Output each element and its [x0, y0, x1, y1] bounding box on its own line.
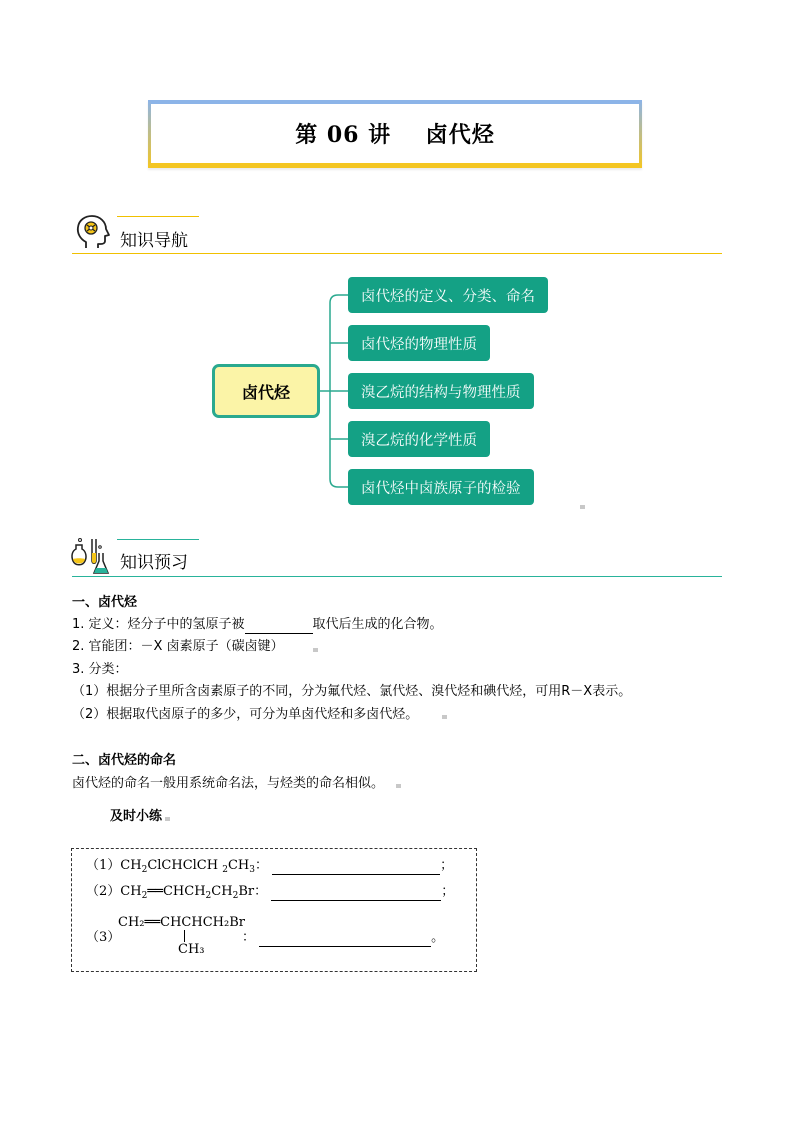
q3-colon: ：	[242, 930, 256, 945]
anchor-mark	[313, 648, 318, 652]
definition-blank[interactable]	[245, 619, 313, 634]
definition-prefix: 1. 定义：烃分子中的氢原子被	[72, 617, 245, 632]
q2-end: ；	[441, 884, 455, 899]
anchor-mark	[442, 715, 447, 719]
anchor-mark	[396, 784, 401, 788]
lab-flask-icon	[70, 535, 110, 577]
naming-text: 卤代烃的命名一般用系统命名法，与烃类的命名相似。	[72, 776, 385, 791]
definition-suffix: 取代后生成的化合物。	[312, 617, 443, 632]
preview-section-label: 知识预习	[120, 553, 188, 573]
definition-line	[72, 616, 443, 634]
q1-number: （1）	[86, 858, 121, 873]
mindmap-connectors	[320, 280, 350, 510]
practice-label: 及时小练	[110, 809, 163, 824]
mindmap-branch-1: 卤代烃的定义、分类、命名	[348, 277, 548, 313]
mindmap-root: 卤代烃	[212, 364, 320, 418]
mindmap-branch-4: 溴乙烷的化学性质	[348, 421, 490, 457]
functional-group-line: 2. 官能团：－X 卤素原子（碳卤键）	[72, 639, 284, 654]
q2-answer-blank[interactable]	[271, 886, 441, 901]
anchor-mark	[165, 817, 170, 821]
q3-main-chain: CH₂══CHCHCH₂Br	[118, 915, 245, 930]
q1-answer-blank[interactable]	[272, 860, 440, 875]
q3-end: 。	[431, 930, 445, 945]
anchor-mark	[580, 505, 585, 509]
preview-section-underline	[72, 576, 722, 577]
practice-q2	[86, 883, 454, 901]
q3-number: （3）	[86, 930, 121, 945]
q3-answer-blank[interactable]	[259, 932, 431, 947]
nav-section-label: 知识导航	[120, 231, 188, 251]
mindmap-branch-2: 卤代烃的物理性质	[348, 325, 490, 361]
mindmap-branch-5: 卤代烃中卤族原子的检验	[348, 469, 534, 505]
q1-colon: ：	[255, 858, 269, 873]
mindmap-branch-3: 溴乙烷的结构与物理性质	[348, 373, 534, 409]
part2-heading: 二、卤代烃的命名	[72, 753, 177, 768]
q2-colon: ：	[254, 884, 268, 899]
classification-item-2: （2）根据取代卤原子的多少，可分为单卤代烃和多卤代烃。	[72, 707, 419, 722]
page-title: 第 06 讲 卤代烃	[295, 122, 495, 148]
q2-formula: $CH_2══CHCH_2CH_2Br$	[120, 884, 255, 901]
q3-branch-group: CH₃	[178, 942, 205, 957]
nav-section-underline	[72, 253, 722, 254]
classification-line: 3. 分类：	[72, 662, 128, 677]
lightbulb-head-icon	[72, 212, 112, 252]
q3-answer-line	[242, 929, 444, 947]
part1-heading: 一、卤代烃	[72, 595, 138, 610]
q2-number: （2）	[86, 884, 121, 899]
preview-header-top-line	[117, 539, 199, 540]
practice-q1	[86, 857, 453, 875]
q1-formula: $CH_2ClCHClCH$ $_2CH_3$	[120, 858, 255, 875]
nav-header-top-line	[117, 216, 199, 217]
classification-item-1: （1）根据分子里所含卤素原子的不同，分为氟代烃、氯代烃、溴代烃和碘代烃，可用R－X表示。	[72, 684, 632, 699]
q1-end: ；	[440, 858, 454, 873]
